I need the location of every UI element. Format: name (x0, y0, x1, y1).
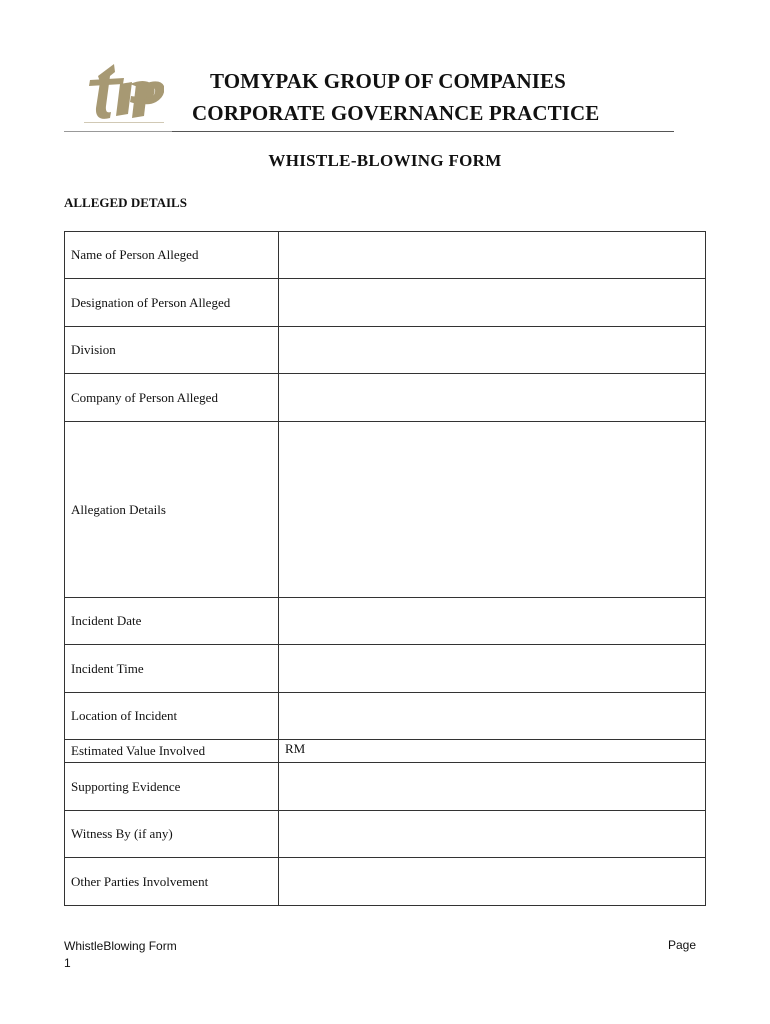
footer-left (64, 938, 177, 972)
footer-form-name: WhistleBlowing Form (64, 939, 177, 953)
field-value[interactable]: RM (279, 740, 706, 763)
field-label: Incident Date (65, 598, 279, 645)
form-row (65, 279, 706, 327)
company-name: TOMYPAK GROUP OF COMPANIES (210, 69, 566, 93)
field-value[interactable] (279, 279, 706, 327)
field-label: Company of Person Alleged (65, 374, 279, 422)
footer-page-number: 1 (64, 956, 71, 970)
field-value[interactable] (279, 374, 706, 422)
field-value[interactable] (279, 327, 706, 374)
form-row (65, 763, 706, 811)
field-value[interactable] (279, 811, 706, 858)
field-label: Name of Person Alleged (65, 232, 279, 279)
field-label: Allegation Details (65, 422, 279, 598)
section-title: ALLEGED DETAILS (64, 195, 187, 210)
form-row (65, 693, 706, 740)
field-label: Designation of Person Alleged (65, 279, 279, 327)
header-rule-right (172, 131, 674, 132)
form-title: WHISTLE-BLOWING FORM (268, 151, 502, 170)
form-row (65, 327, 706, 374)
alleged-details-table (64, 231, 706, 906)
field-label: Supporting Evidence (65, 763, 279, 811)
field-label: Location of Incident (65, 693, 279, 740)
header-rule-left (64, 131, 172, 132)
form-row (65, 232, 706, 279)
field-value[interactable] (279, 693, 706, 740)
field-value[interactable] (279, 763, 706, 811)
field-label: Division (65, 327, 279, 374)
form-row (65, 374, 706, 422)
form-row (65, 740, 706, 763)
field-label: Incident Time (65, 645, 279, 693)
footer-page-label: Page (668, 938, 697, 952)
form-row (65, 598, 706, 645)
field-value[interactable] (279, 422, 706, 598)
field-label: Estimated Value Involved (65, 740, 279, 763)
field-label: Other Parties Involvement (65, 858, 279, 906)
form-row (65, 811, 706, 858)
field-value[interactable] (279, 858, 706, 906)
form-row (65, 645, 706, 693)
field-label: Witness By (if any) (65, 811, 279, 858)
practice-title: CORPORATE GOVERNANCE PRACTICE (192, 101, 600, 125)
tomypak-logo (84, 62, 164, 126)
field-value[interactable] (279, 232, 706, 279)
form-row (65, 422, 706, 598)
field-value[interactable] (279, 645, 706, 693)
field-value[interactable] (279, 598, 706, 645)
form-row (65, 858, 706, 906)
